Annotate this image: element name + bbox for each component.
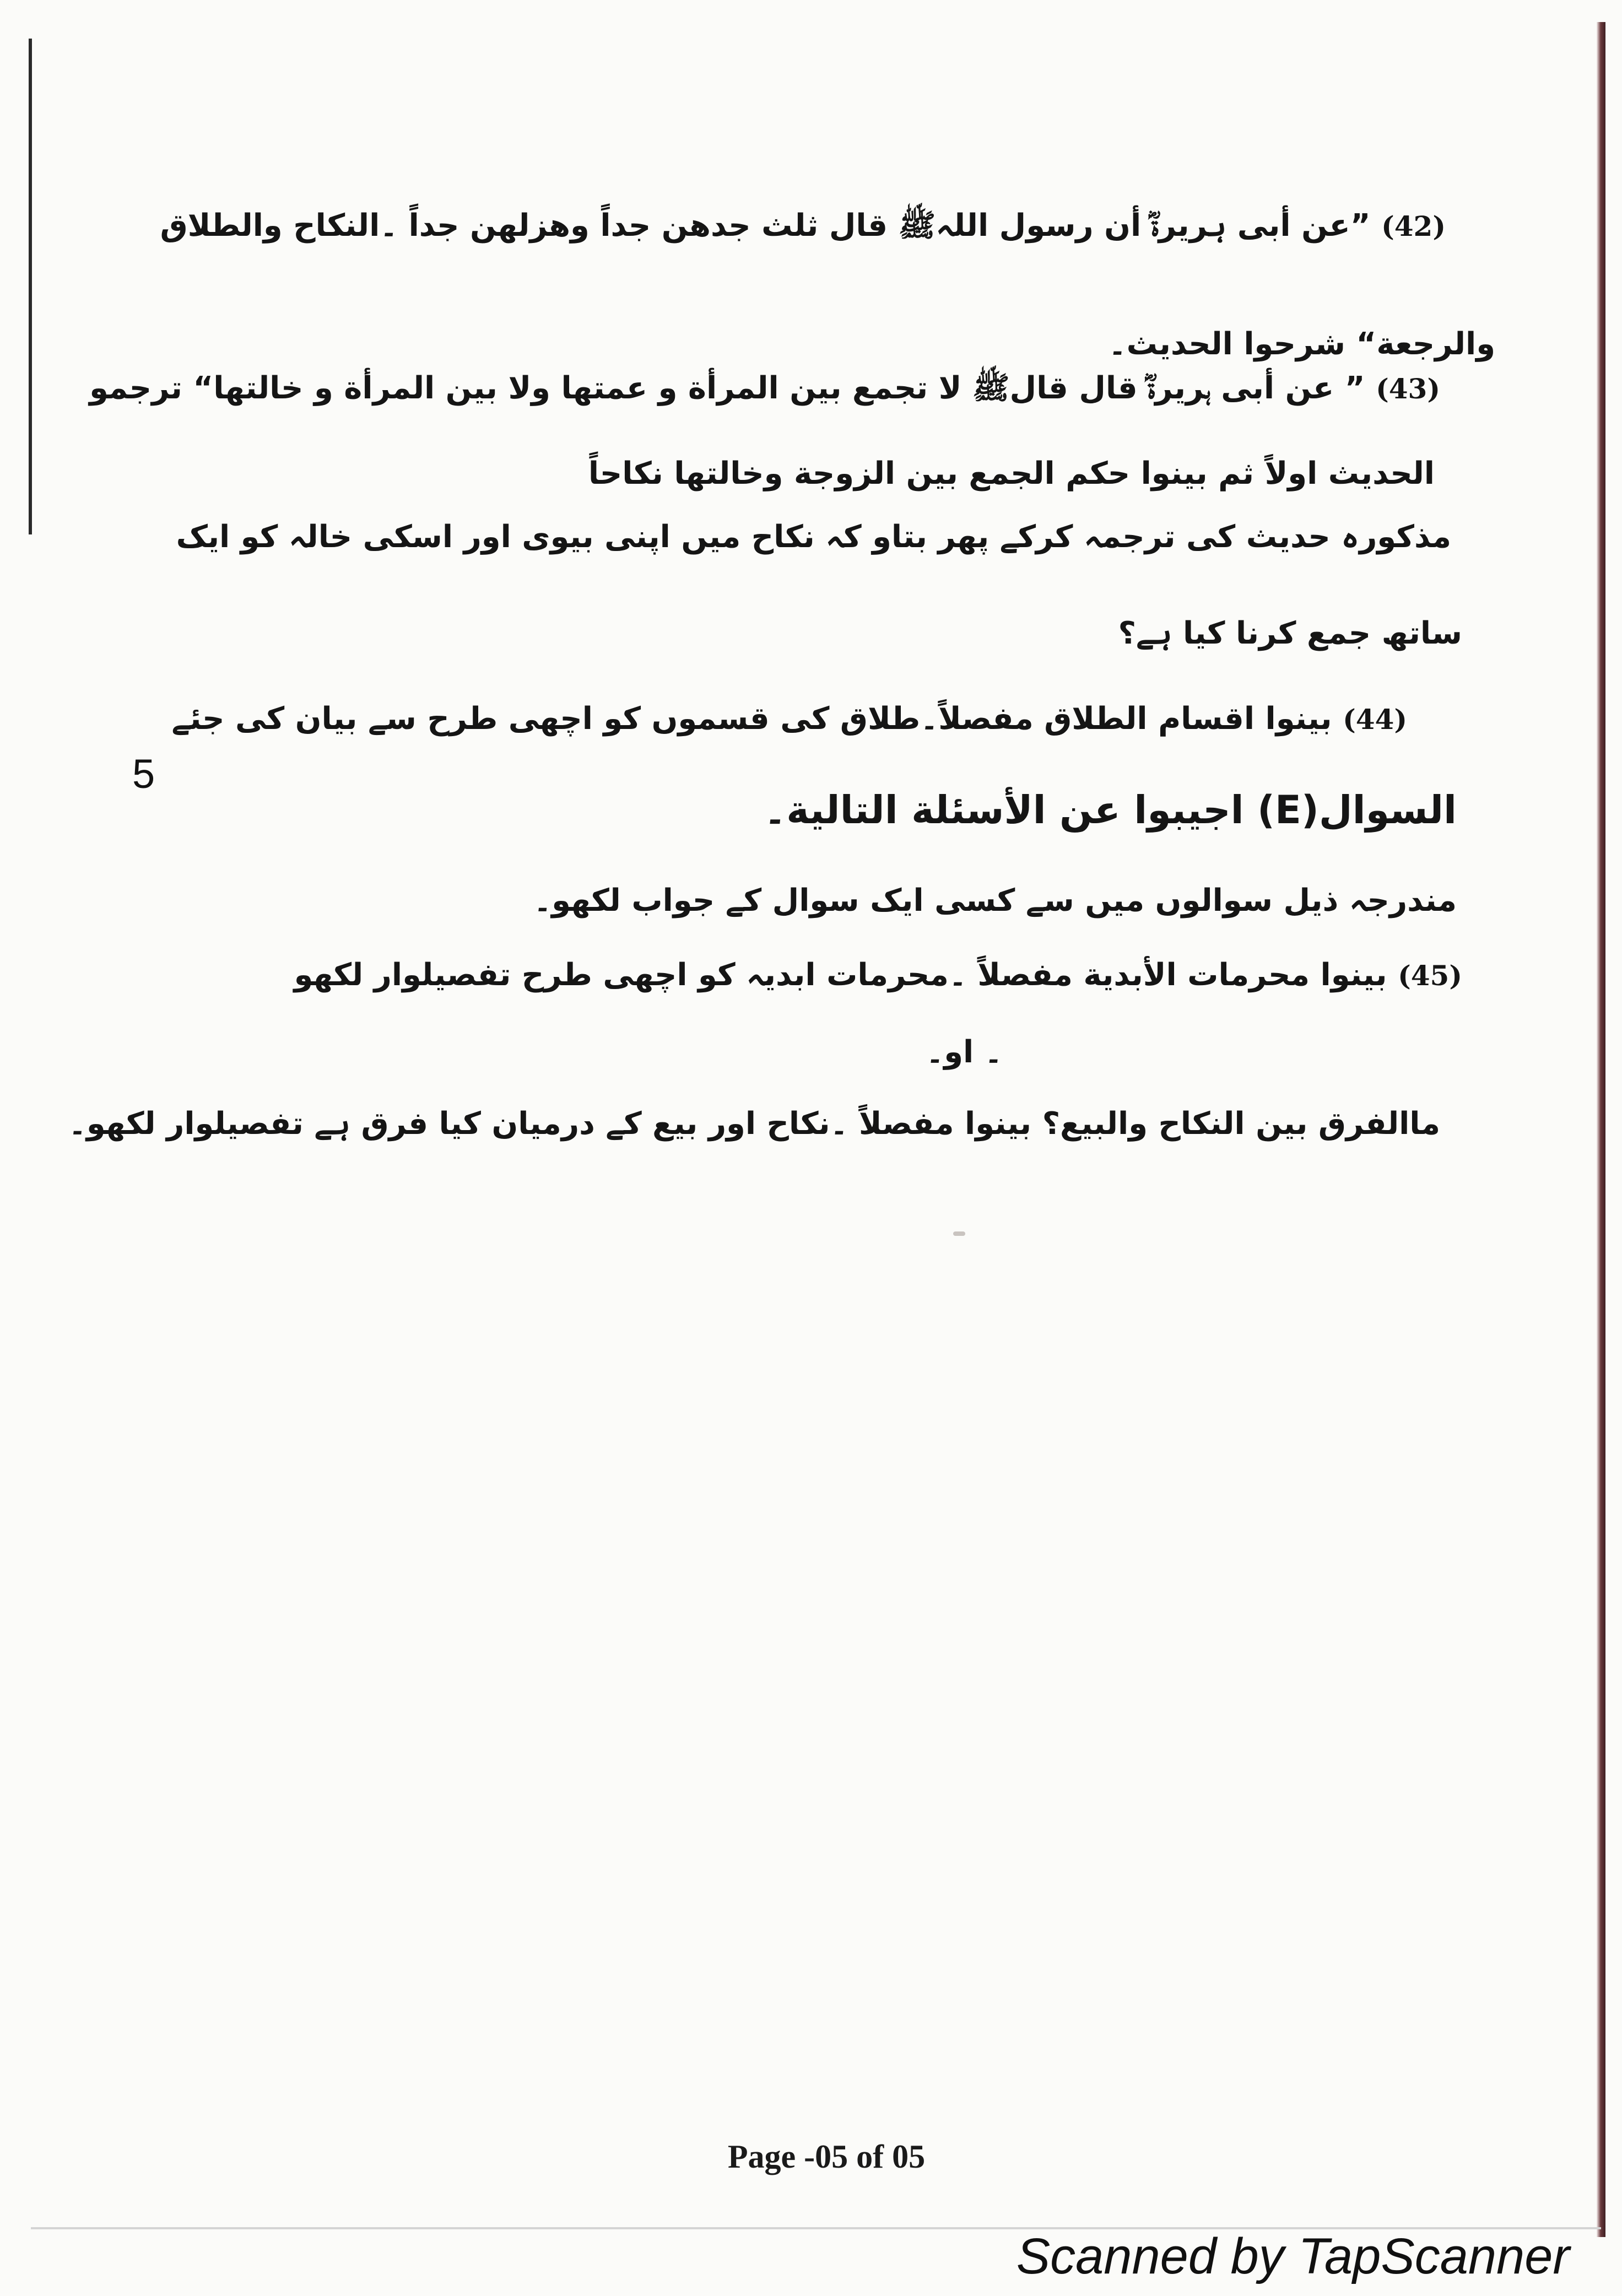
q44-line-1 [171, 697, 1407, 742]
scan-left-border [29, 39, 32, 534]
q42-text-2: والرجعة“ شرحوا الحدیث۔ [1108, 326, 1495, 362]
q43-line-2 [588, 452, 1435, 496]
marks-label: 5 [132, 751, 155, 797]
q43-text-1: ” عن أبی ہریرةؓ قال قالﷺ لا تجمع بین المرأة و عمتھا ولا بین المرأة و خالتھا“ ترجمو [89, 370, 1365, 406]
q43-number: (43) [1376, 372, 1440, 405]
alternative-question-text: ماالفرق بین النکاح والبیع؟ بینوا مفصلاً ۔نکاح اور بیع کے درمیان کیا فرق ہے تفصیلوار لکھو۔ [68, 1106, 1440, 1142]
q44-number: (44) [1343, 703, 1407, 736]
q42-number: (42) [1381, 210, 1446, 242]
q45-text-1: بینوا محرمات الأبدیة مفصلاً ۔محرمات ابدیہ کو اچھی طرح تفصیلوار لکھو [294, 957, 1387, 993]
q43-text-4: ساتھ جمع کرنا کیا ہے؟ [1118, 615, 1462, 651]
q43-line-3 [176, 515, 1451, 559]
page-number: Page -05 of 05 [727, 2138, 926, 2175]
section-e-instruction [533, 879, 1457, 923]
scanner-watermark: Scanned by TapScanner [1016, 2228, 1570, 2284]
q43-line-4 [1118, 612, 1462, 656]
q45-number: (45) [1398, 959, 1462, 992]
q42-text-1: ”عن أبی ہریرةؓ أن رسول اللہﷺ قال ثلث جدھن جداً وھزلھن جداً ۔النکاح والطلاق [160, 208, 1371, 244]
section-e-instruction-text: مندرجہ ذیل سوالوں میں سے کسی ایک سوال کے جواب لکھو۔ [533, 883, 1457, 919]
q42-line-2 [1109, 322, 1495, 366]
scan-speck [953, 1231, 965, 1236]
scan-right-border [1597, 22, 1605, 2237]
section-e-heading-prefix: السوال(E) اجیبوا [1134, 787, 1457, 833]
q43-line-1 [89, 366, 1440, 411]
q43-text-3: مذکورہ حدیث کی ترجمہ کرکے پھر بتاو کہ نکاح میں اپنی بیوی اور اسکی خالہ کو ایک [176, 519, 1451, 555]
q44-text-1: بینوا اقسام الطلاق مفصلاً۔طلاق کی قسموں کو اچھی طرح سے بیان کی جئے [171, 701, 1332, 737]
or-separator [882, 1030, 1047, 1074]
q45-line-1 [294, 953, 1462, 998]
or-label: ۔ او۔ [926, 1034, 1003, 1070]
q43-text-2: الحدیث اولاً ثم بینوا حکم الجمع بین الزوجة وخالتھا نکاحاً [588, 456, 1435, 491]
q42-line-1 [160, 204, 1446, 248]
alternative-question [68, 1102, 1440, 1146]
section-e-heading-main: عن الأسئلة التالیة۔ [764, 787, 1121, 833]
section-e-heading [764, 788, 1457, 832]
